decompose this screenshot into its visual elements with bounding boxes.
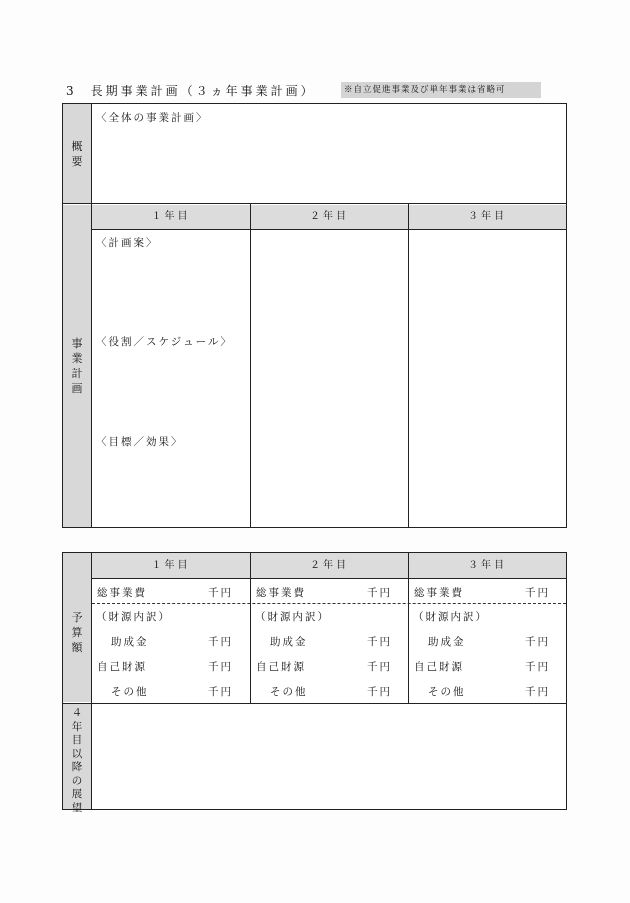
optional-note: ※自立促進事業及び単年事業は省略可	[341, 82, 541, 98]
plan-table	[62, 103, 567, 528]
section-number: 3	[66, 84, 77, 98]
budget-label: 予算額	[71, 611, 83, 654]
plan-header-year1: １年目	[92, 205, 250, 229]
other-label-y2: その他	[270, 686, 308, 698]
other-label-y1: その他	[111, 686, 149, 698]
page-heading	[66, 82, 316, 99]
budget-header-year3: ３年目	[409, 553, 566, 578]
own-funds-unit-y3[interactable]: 千円	[525, 661, 550, 673]
total-cost-unit-y2[interactable]: 千円	[367, 587, 392, 599]
own-funds-label-y1: 自己財源	[97, 661, 147, 673]
subsidy-label-y2: 助成金	[270, 636, 308, 648]
outlook-field[interactable]	[92, 704, 566, 809]
breakdown-label-y3: （財源内訳）	[413, 611, 488, 623]
plan-proposal-field[interactable]: 〈計画案〉	[96, 237, 159, 249]
outlook-label: ４年目以降の展望	[71, 707, 83, 814]
total-cost-label-y3: 総事業費	[414, 587, 464, 599]
subsidy-unit-y1[interactable]: 千円	[208, 636, 233, 648]
subsidy-unit-y3[interactable]: 千円	[525, 636, 550, 648]
total-cost-label-y2: 総事業費	[256, 587, 306, 599]
subsidy-unit-y2[interactable]: 千円	[367, 636, 392, 648]
breakdown-label-y2: （財源内訳）	[255, 611, 330, 623]
other-unit-y3[interactable]: 千円	[525, 686, 550, 698]
plan-label: 事業計画	[71, 337, 83, 395]
own-funds-label-y3: 自己財源	[414, 661, 464, 673]
total-cost-unit-y3[interactable]: 千円	[525, 587, 550, 599]
own-funds-unit-y2[interactable]: 千円	[367, 661, 392, 673]
other-label-y3: その他	[428, 686, 466, 698]
plan-header-year2: ２年目	[251, 205, 408, 229]
overview-label: 概要	[71, 140, 83, 168]
budget-header-year2: ２年目	[251, 553, 408, 578]
subsidy-label-y1: 助成金	[111, 636, 149, 648]
own-funds-unit-y1[interactable]: 千円	[208, 661, 233, 673]
other-unit-y1[interactable]: 千円	[208, 686, 233, 698]
budget-header-year1: １年目	[92, 553, 250, 578]
plan-goals-field[interactable]: 〈目標／効果〉	[96, 436, 184, 448]
plan-schedule-field[interactable]: 〈役割／スケジュール〉	[96, 336, 233, 348]
total-cost-label-y1: 総事業費	[97, 587, 147, 599]
own-funds-label-y2: 自己財源	[256, 661, 306, 673]
other-unit-y2[interactable]: 千円	[367, 686, 392, 698]
subsidy-label-y3: 助成金	[428, 636, 466, 648]
overview-field[interactable]: 〈全体の事業計画〉	[96, 112, 209, 124]
total-cost-unit-y1[interactable]: 千円	[208, 587, 233, 599]
section-title: 長期事業計画（３ヵ年事業計画）	[90, 84, 316, 98]
plan-header-year3: ３年目	[409, 205, 566, 229]
breakdown-label-y1: （財源内訳）	[96, 611, 171, 623]
